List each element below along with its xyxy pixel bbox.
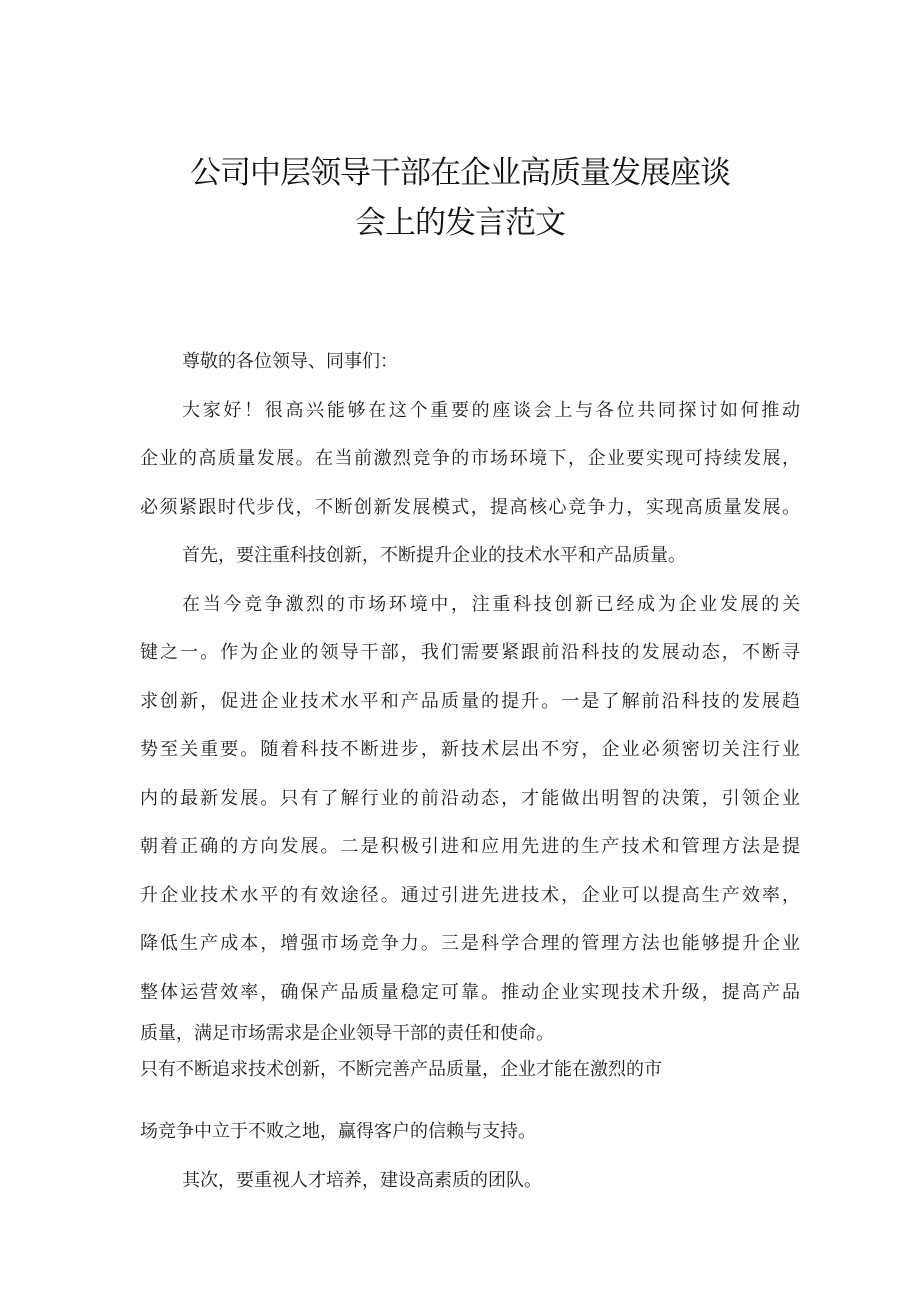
paragraph-line — [140, 775, 800, 824]
salutation-line — [140, 338, 800, 387]
paragraph-line — [140, 726, 800, 775]
paragraph-line — [140, 1108, 800, 1157]
paragraph-line — [140, 629, 800, 678]
text-run: 求创新，促进企业技术水平和产品质量的提升。一是了解前沿科技的发展趋 — [140, 690, 800, 712]
text-run: 降低生产成本，增强市场竞争力。三是科学合理的管理方法也能够提升企业 — [140, 933, 800, 954]
paragraph-line — [140, 581, 800, 630]
paragraph-line — [140, 872, 800, 921]
text-run: 只有不断追求技术创新，不断完善产品质量，企业才能在激烈的市 — [140, 1059, 662, 1080]
text-run: 尊敬的各位领导、同事们： — [182, 351, 398, 372]
text-run: 必须紧跟时代步伐，不断创新发展模式，提高核心竞争力，实现高质量发展。 — [140, 496, 800, 518]
title-line-1: 公司中层领导干部在企业高质量发展座谈 — [190, 155, 730, 191]
text-run: 升企业技术水平的有效途径。通过引进先进技术，企业可以提高生产效率， — [140, 884, 800, 906]
paragraph-line — [140, 387, 800, 436]
title-line-2: 会上的发言范文 — [355, 205, 565, 241]
text-run: 键之一。作为企业的领导干部，我们需要紧跟前沿科技的发展动态，不断寻 — [140, 642, 800, 663]
text-run: 其次，要重视人才培养，建设高素质的团队。 — [182, 1169, 542, 1191]
text-run: 质量，满足市场需求是企业领导干部的责任和使命。 — [140, 1023, 554, 1044]
paragraph-line — [140, 920, 800, 969]
text-run: 势至关重要。随着科技不断进步，新技术层出不穷，企业必须密切关注行业 — [140, 739, 800, 760]
paragraph-line — [140, 678, 800, 727]
document-title — [0, 148, 920, 248]
paragraph-line — [140, 1017, 800, 1050]
text-run: 大家好！很高兴能够在这个重要的座谈会上与各位共同探讨如何推动 — [182, 399, 800, 421]
paragraph-line — [140, 823, 800, 872]
paragraph-line — [140, 484, 800, 533]
text-run: 在当今竞争激烈的市场环境中，注重科技创新已经成为企业发展的关 — [182, 593, 800, 615]
text-run: 朝着正确的方向发展。二是积极引进和应用先进的生产技术和管理方法是提 — [140, 836, 800, 857]
document-body — [140, 338, 800, 1205]
text-run: 内的最新发展。只有了解行业的前沿动态，才能做出明智的决策，引领企业 — [140, 787, 800, 809]
text-run: 整体运营效率，确保产品质量稳定可靠。推动企业实现技术升级，提高产品 — [140, 981, 800, 1003]
paragraph-line — [140, 1157, 800, 1206]
text-run: 首先，要注重科技创新，不断提升企业的技术水平和产品质量。 — [182, 545, 686, 566]
paragraph-line — [140, 435, 800, 484]
text-run: 场竞争中立于不败之地，赢得客户的信赖与支持。 — [140, 1121, 536, 1142]
paragraph-line — [140, 969, 800, 1018]
text-run: 企业的高质量发展。在当前激烈竞争的市场环境下，企业要实现可持续发展， — [140, 448, 800, 469]
paragraph-line — [140, 532, 800, 581]
paragraph-line — [140, 1050, 800, 1108]
